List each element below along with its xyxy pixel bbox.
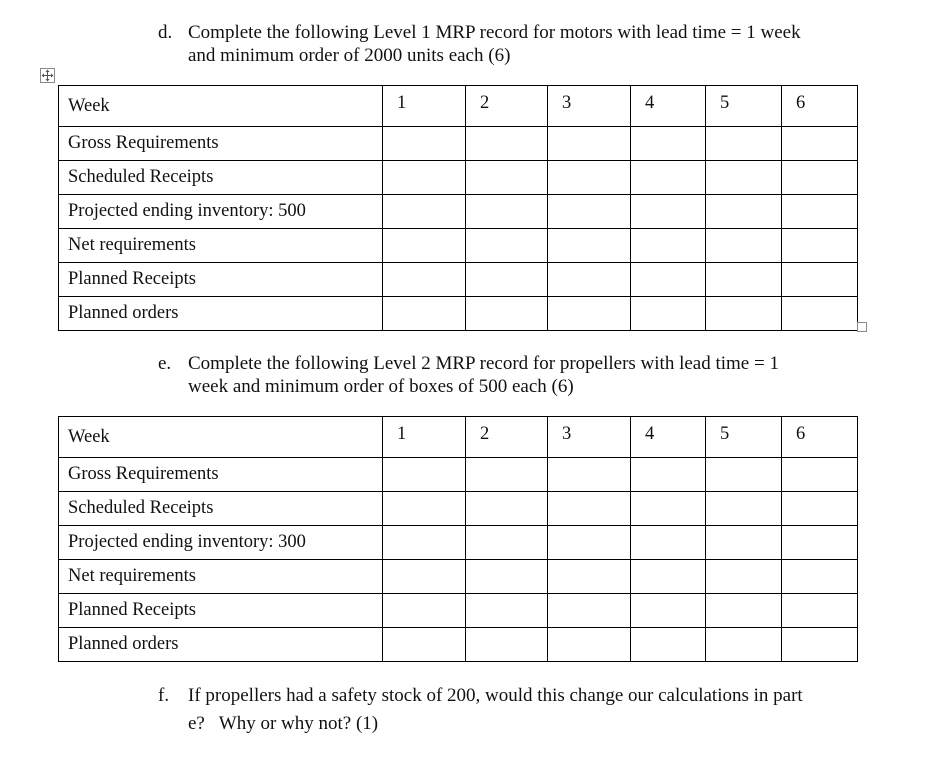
row-label: Gross Requirements	[59, 458, 383, 492]
week-cell[interactable]: 2	[466, 86, 548, 127]
row-label: Net requirements	[59, 560, 383, 594]
question-d-letter: d.	[158, 22, 173, 43]
table-row	[59, 86, 858, 127]
row-label: Planned orders	[59, 628, 383, 662]
empty-cell[interactable]	[782, 560, 858, 594]
empty-cell[interactable]	[631, 263, 706, 297]
empty-cell[interactable]	[548, 594, 631, 628]
empty-cell[interactable]	[383, 229, 466, 263]
empty-cell[interactable]	[466, 229, 548, 263]
week-cell[interactable]: 4	[631, 417, 706, 458]
empty-cell[interactable]	[383, 526, 466, 560]
empty-cell[interactable]	[706, 263, 782, 297]
empty-cell[interactable]	[782, 594, 858, 628]
table-row	[59, 161, 858, 195]
empty-cell[interactable]	[548, 526, 631, 560]
table-row	[59, 229, 858, 263]
week-cell[interactable]: 1	[383, 417, 466, 458]
table-row	[59, 263, 858, 297]
empty-cell[interactable]	[782, 127, 858, 161]
empty-cell[interactable]	[466, 195, 548, 229]
empty-cell[interactable]	[466, 492, 548, 526]
empty-cell[interactable]	[383, 161, 466, 195]
empty-cell[interactable]	[706, 560, 782, 594]
empty-cell[interactable]	[548, 628, 631, 662]
empty-cell[interactable]	[782, 526, 858, 560]
empty-cell[interactable]	[706, 526, 782, 560]
question-e-text	[188, 352, 779, 398]
empty-cell[interactable]	[782, 229, 858, 263]
empty-cell[interactable]	[383, 127, 466, 161]
empty-cell[interactable]	[631, 560, 706, 594]
question-f-line-1: If propellers had a safety stock of 200, would this change our calculations in part	[188, 685, 803, 706]
row-label: Gross Requirements	[59, 127, 383, 161]
empty-cell[interactable]	[548, 229, 631, 263]
empty-cell[interactable]	[466, 458, 548, 492]
row-label: Net requirements	[59, 229, 383, 263]
empty-cell[interactable]	[383, 263, 466, 297]
question-f-letter: f.	[158, 685, 170, 706]
empty-cell[interactable]	[383, 560, 466, 594]
question-f-text	[188, 682, 803, 738]
empty-cell[interactable]	[782, 195, 858, 229]
empty-cell[interactable]	[706, 297, 782, 331]
row-label: Scheduled Receipts	[59, 492, 383, 526]
week-cell[interactable]: 5	[706, 417, 782, 458]
empty-cell[interactable]	[631, 127, 706, 161]
empty-cell[interactable]	[383, 492, 466, 526]
week-cell[interactable]: 3	[548, 86, 631, 127]
table-row	[59, 127, 858, 161]
empty-cell[interactable]	[782, 297, 858, 331]
empty-cell[interactable]	[548, 195, 631, 229]
empty-cell[interactable]	[466, 628, 548, 662]
question-d-line-1: Complete the following Level 1 MRP record for motors with lead time = 1 week	[188, 22, 801, 43]
question-f-line-2: e? Why or why not? (1)	[188, 713, 379, 734]
row-label: Projected ending inventory: 300	[59, 526, 383, 560]
week-cell[interactable]: 6	[782, 417, 858, 458]
empty-cell[interactable]	[548, 127, 631, 161]
empty-cell[interactable]	[466, 161, 548, 195]
empty-cell[interactable]	[383, 195, 466, 229]
empty-cell[interactable]	[631, 297, 706, 331]
empty-cell[interactable]	[631, 195, 706, 229]
table-row	[59, 560, 858, 594]
week-cell[interactable]: 3	[548, 417, 631, 458]
week-cell[interactable]: 4	[631, 86, 706, 127]
row-label: Planned Receipts	[59, 263, 383, 297]
empty-cell[interactable]	[383, 628, 466, 662]
empty-cell[interactable]	[631, 492, 706, 526]
empty-cell[interactable]	[466, 127, 548, 161]
empty-cell[interactable]	[631, 229, 706, 263]
empty-cell[interactable]	[466, 526, 548, 560]
empty-cell[interactable]	[548, 458, 631, 492]
empty-cell[interactable]	[706, 229, 782, 263]
table-row	[59, 195, 858, 229]
table-row	[59, 417, 858, 458]
mrp-table-propellers	[58, 416, 858, 662]
empty-cell[interactable]	[782, 161, 858, 195]
question-e-letter: e.	[158, 353, 172, 374]
empty-cell[interactable]	[383, 594, 466, 628]
empty-cell[interactable]	[631, 594, 706, 628]
empty-cell[interactable]	[706, 195, 782, 229]
empty-cell[interactable]	[548, 297, 631, 331]
table-row	[59, 458, 858, 492]
week-cell[interactable]: 6	[782, 86, 858, 127]
table-row	[59, 297, 858, 331]
row-label: Week	[59, 417, 383, 458]
empty-cell[interactable]	[466, 297, 548, 331]
empty-cell[interactable]	[706, 127, 782, 161]
empty-cell[interactable]	[631, 161, 706, 195]
table-row	[59, 526, 858, 560]
table-resize-handle[interactable]	[857, 322, 867, 332]
table-row	[59, 594, 858, 628]
row-label: Scheduled Receipts	[59, 161, 383, 195]
row-label: Projected ending inventory: 500	[59, 195, 383, 229]
empty-cell[interactable]	[548, 263, 631, 297]
empty-cell[interactable]	[548, 560, 631, 594]
week-cell[interactable]: 1	[383, 86, 466, 127]
empty-cell[interactable]	[782, 263, 858, 297]
row-label: Planned Receipts	[59, 594, 383, 628]
empty-cell[interactable]	[706, 161, 782, 195]
empty-cell[interactable]	[466, 560, 548, 594]
row-label: Week	[59, 86, 383, 127]
empty-cell[interactable]	[466, 263, 548, 297]
table-move-handle-icon[interactable]	[40, 68, 55, 83]
table-row	[59, 628, 858, 662]
empty-cell[interactable]	[548, 161, 631, 195]
question-e-line-2: week and minimum order of boxes of 500 each (6)	[188, 376, 574, 397]
empty-cell[interactable]	[631, 628, 706, 662]
table-row	[59, 492, 858, 526]
empty-cell[interactable]	[706, 492, 782, 526]
empty-cell[interactable]	[548, 492, 631, 526]
empty-cell[interactable]	[706, 628, 782, 662]
week-cell[interactable]: 5	[706, 86, 782, 127]
empty-cell[interactable]	[706, 594, 782, 628]
mrp-table-motors	[58, 85, 858, 331]
empty-cell[interactable]	[782, 628, 858, 662]
week-cell[interactable]: 2	[466, 417, 548, 458]
empty-cell[interactable]	[383, 458, 466, 492]
empty-cell[interactable]	[782, 458, 858, 492]
empty-cell[interactable]	[383, 297, 466, 331]
empty-cell[interactable]	[706, 458, 782, 492]
question-d-line-2: and minimum order of 2000 units each (6)	[188, 45, 511, 66]
question-e-line-1: Complete the following Level 2 MRP record for propellers with lead time = 1	[188, 353, 779, 374]
question-d-text	[188, 21, 801, 67]
row-label: Planned orders	[59, 297, 383, 331]
empty-cell[interactable]	[466, 594, 548, 628]
empty-cell[interactable]	[782, 492, 858, 526]
empty-cell[interactable]	[631, 458, 706, 492]
empty-cell[interactable]	[631, 526, 706, 560]
